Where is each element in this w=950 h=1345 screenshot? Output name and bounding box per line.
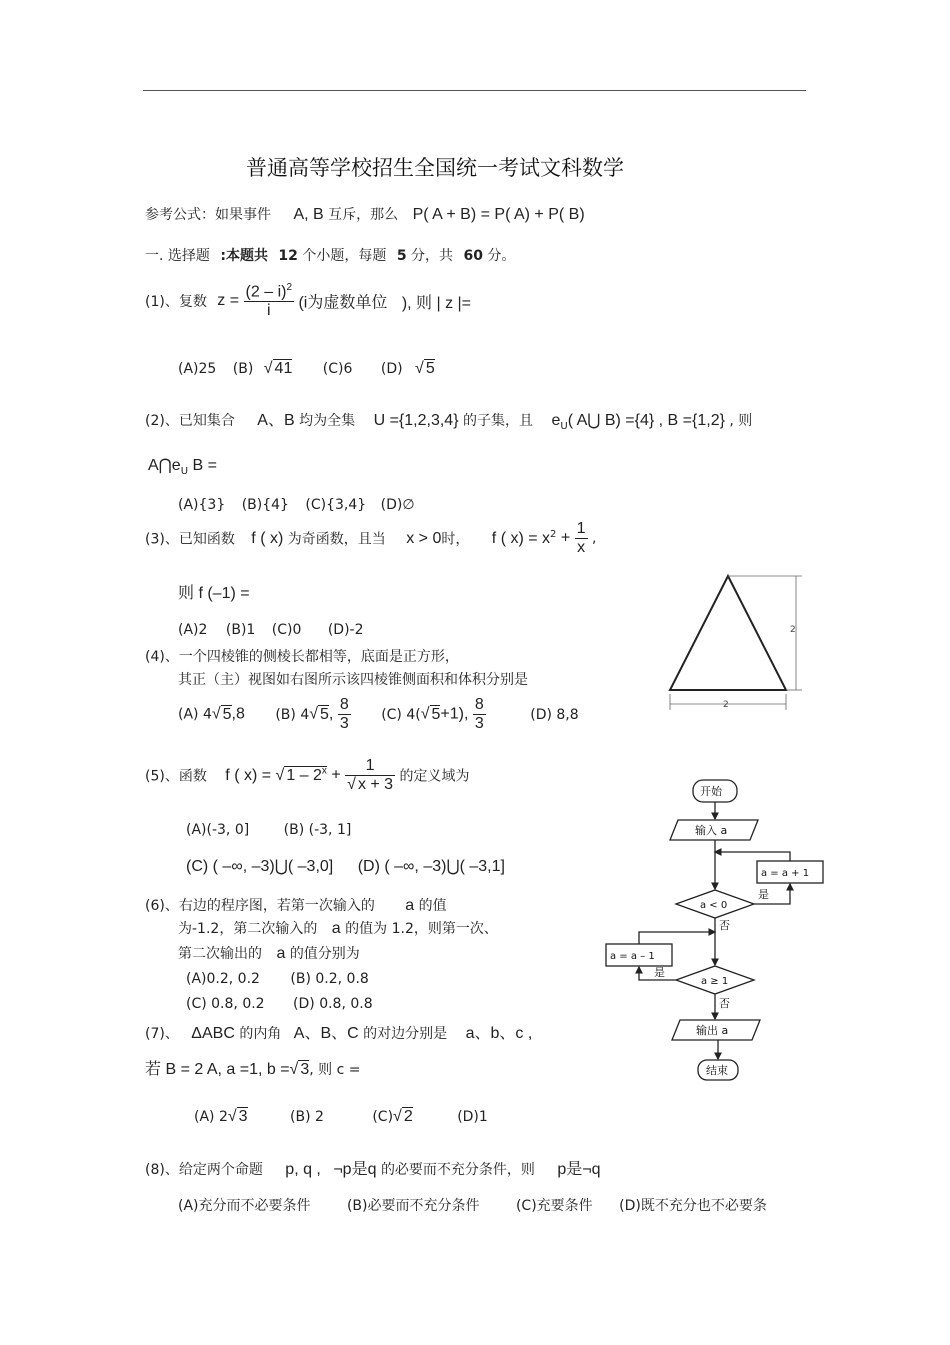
q5-option-b: (B) (-3, 1] bbox=[283, 822, 352, 838]
q2-t3: , 则 bbox=[729, 413, 753, 429]
q1-fraction bbox=[244, 282, 294, 320]
q6-l2c: 的值为 1.2，则第一次、 bbox=[345, 921, 498, 937]
q7-option-b: (B) 2 bbox=[290, 1109, 324, 1125]
q2-options bbox=[178, 497, 415, 513]
no2-label: 否 bbox=[719, 997, 730, 1010]
q8-option-a: (A)充分而不必要条件 bbox=[178, 1198, 311, 1214]
q4-line2: 其正（主）视图如右图所示该四棱锥侧面积和体积分别是 bbox=[178, 672, 528, 688]
q5-sup: x bbox=[321, 765, 327, 777]
q7-t2: 的对边分别是 bbox=[363, 1026, 448, 1042]
dec-label: a = a – 1 bbox=[610, 951, 655, 962]
q8-options bbox=[178, 1195, 767, 1215]
cond2-label: a ≥ 1 bbox=[701, 976, 729, 987]
q7-angles: A、B、C bbox=[293, 1025, 359, 1042]
q2-option-b: (B){4} bbox=[241, 497, 289, 513]
q4-option-c-tail: +1), bbox=[440, 705, 469, 723]
q4-option-a: (A) 4 bbox=[178, 706, 212, 723]
inc-label: a = a + 1 bbox=[761, 868, 810, 879]
q6-options-row1 bbox=[186, 971, 369, 987]
formula-lead: 参考公式：如果事件 bbox=[145, 207, 271, 223]
q2-expr2: ( A⋃ B) ={4} bbox=[567, 412, 655, 429]
question-5: (5)、函数 f ( x) = √ 1 – 2$^x$ + $\frac{1}{√ x + 3}$ 的定义域为 bbox=[145, 757, 470, 793]
q3-t1: 为奇函数，且当 bbox=[287, 531, 386, 548]
q4-options: (A) 4√ 5,8 (B) 4√ 5, $\frac{8}{3}$ (C) 4(√ 5+1), $\frac{8}{3}$ (D) 8,8 bbox=[178, 696, 579, 732]
q4-option-b-num: 8 bbox=[339, 696, 349, 713]
triangle-shape bbox=[670, 576, 786, 690]
q2-uset: ={1,2,3,4} bbox=[389, 412, 459, 429]
q7-option-d: (D)1 bbox=[457, 1109, 488, 1125]
q2-option-d: (D)∅ bbox=[380, 497, 415, 513]
q5-options-row2 bbox=[186, 856, 505, 876]
q2-t2: 的子集，且 bbox=[463, 413, 533, 429]
formula-mutual: 互斥，那么 bbox=[328, 207, 399, 223]
q1-tail: ), 则 | z |= bbox=[401, 294, 472, 312]
q2-expr: e bbox=[551, 412, 561, 429]
q2-sets: A、B bbox=[257, 412, 295, 429]
q7-triangle: ΔABC bbox=[191, 1025, 235, 1042]
end-label: 结束 bbox=[706, 1064, 728, 1077]
q8-option-d: (D)既不充分也不必要条 bbox=[619, 1198, 767, 1214]
section-a: 一. 选择题 bbox=[145, 248, 210, 264]
q5-tail: 的定义域为 bbox=[399, 768, 470, 785]
q6-line1 bbox=[145, 895, 447, 915]
q3-options bbox=[178, 622, 364, 638]
q6-option-b: (B) 0.2, 0.8 bbox=[290, 971, 369, 987]
width-label: 2 bbox=[723, 700, 729, 710]
q8-num: (8)、给定两个命题 bbox=[145, 1162, 263, 1178]
q4-option-d: (D) 8,8 bbox=[530, 706, 579, 723]
q2-option-c: (C){3,4} bbox=[305, 497, 367, 513]
q3-frac-num: 1 bbox=[576, 520, 586, 537]
q1-option-b: (B) bbox=[232, 361, 254, 377]
q4-option-c: (C) 4( bbox=[381, 706, 421, 723]
q6-l2b: a bbox=[331, 920, 341, 937]
q2-line2a: A⋂e bbox=[148, 457, 181, 474]
q5-fraction: $\frac{1}{√ x + 3}$ bbox=[347, 757, 394, 793]
front-view-figure bbox=[660, 568, 810, 718]
q3-fraction bbox=[575, 520, 588, 557]
q3-frac-den: x bbox=[577, 539, 586, 556]
q4-option-a-tail: ,8 bbox=[231, 705, 245, 723]
q2-t1: 均为全集 bbox=[299, 413, 356, 429]
q6-l1a: (6)、右边的程序图，若第一次输入的 bbox=[145, 898, 375, 914]
program-flowchart bbox=[600, 772, 840, 1092]
q8-pq: p, q , bbox=[285, 1161, 321, 1178]
q3-ask: 则 f (–1) = bbox=[178, 585, 250, 602]
q3-option-d: (D)-2 bbox=[327, 622, 364, 638]
input-label: 输入 a bbox=[695, 824, 728, 837]
q7-t1: 的内角 bbox=[239, 1026, 282, 1042]
q7-line2-text: 若 B = 2 A, a =1, b = bbox=[145, 1061, 290, 1078]
formula-line bbox=[145, 204, 585, 224]
q1-num: (1)、复数 bbox=[145, 294, 207, 311]
q3-option-a: (A)2 bbox=[178, 622, 208, 638]
formula-expr: P( A + B) = P( A) + P( B) bbox=[412, 206, 585, 223]
q5-fx: f ( x) = bbox=[225, 766, 272, 784]
question-3 bbox=[145, 520, 596, 557]
q6-l3a: 第二次输出的 bbox=[178, 946, 262, 962]
q2-line2 bbox=[148, 455, 217, 477]
q3-fx: f ( x) bbox=[251, 529, 284, 547]
page-title: 普通高等学校招生全国统一考试文科数学 bbox=[246, 156, 624, 180]
q7-num: (7)、 bbox=[145, 1026, 179, 1042]
q1-option-c: (C)6 bbox=[322, 361, 353, 377]
q1-options: (A)25 (B) √ 41 (C)6 (D) √ 5 bbox=[178, 360, 435, 377]
q5-frac-num: 1 bbox=[345, 757, 395, 776]
q8-np: ¬p是q bbox=[333, 1161, 377, 1178]
q5-num: (5)、函数 bbox=[145, 768, 207, 785]
q6-option-a: (A)0.2, 0.2 bbox=[186, 971, 260, 987]
q6-l2a: 为-1.2，第二次输入的 bbox=[178, 921, 318, 937]
section-score: 5 bbox=[396, 248, 407, 264]
question-8 bbox=[145, 1156, 601, 1179]
q5-plus: + bbox=[331, 766, 341, 784]
section-c: 个小题，每题 bbox=[302, 248, 387, 264]
q1-option-a: (A)25 bbox=[178, 361, 217, 377]
yes1-label: 是 bbox=[758, 888, 769, 901]
q3-t2: 时， bbox=[441, 531, 470, 548]
q5-options-row1 bbox=[186, 822, 351, 838]
q4-option-b-root: 5 bbox=[320, 705, 329, 723]
q1-option-b-value: 41 bbox=[274, 360, 293, 377]
q7-sides: a、b、c , bbox=[465, 1025, 533, 1042]
q2-line2sub: U bbox=[180, 465, 189, 477]
q3-num: (3)、已知函数 bbox=[145, 531, 235, 548]
q5-frac-den: x + 3 bbox=[357, 776, 394, 793]
section-heading bbox=[145, 245, 515, 265]
q6-l1c: 的值 bbox=[418, 898, 447, 914]
section-b: :本题共 bbox=[220, 248, 268, 264]
section-count: 12 bbox=[278, 248, 298, 264]
q8-option-c: (C)充要条件 bbox=[515, 1198, 593, 1214]
q4-option-a-root: 5 bbox=[222, 705, 232, 723]
cond1-label: a < 0 bbox=[700, 900, 728, 911]
section-d: 分，共 bbox=[411, 248, 454, 264]
q3-cond: x > 0 bbox=[406, 529, 442, 547]
q6-line2 bbox=[178, 918, 498, 938]
q4-option-b-comma: , bbox=[328, 705, 334, 723]
question-7 bbox=[145, 1020, 532, 1043]
q1-option-d-value: 5 bbox=[425, 360, 435, 377]
question-2 bbox=[145, 407, 752, 432]
q3-comma: , bbox=[592, 530, 597, 547]
q5-root: 1 – 2 bbox=[286, 767, 322, 785]
q3-option-c: (C)0 bbox=[271, 622, 302, 638]
q3-sup: 2 bbox=[550, 528, 557, 540]
q1-z: z = bbox=[217, 292, 240, 310]
q7-option-c: (C) bbox=[372, 1109, 394, 1125]
q2-option-a: (A){3} bbox=[178, 497, 226, 513]
start-label: 开始 bbox=[700, 785, 722, 798]
section-e: 分。 bbox=[487, 248, 516, 264]
top-rule bbox=[143, 90, 806, 91]
q7-line2b: , 则 c = bbox=[309, 1062, 361, 1078]
q2-bset: , B ={1,2} bbox=[658, 412, 725, 429]
output-label: 输出 a bbox=[696, 1024, 729, 1037]
q6-l1b: a bbox=[405, 897, 415, 914]
q7-line2: 若 B = 2 A, a =1, b =√ 3, 则 c = bbox=[145, 1061, 361, 1078]
yes2-label: 是 bbox=[654, 966, 665, 979]
q7-option-a-root: 3 bbox=[238, 1108, 248, 1125]
q4-line1: (4)、一个四棱锥的侧棱长都相等，底面是正方形， bbox=[145, 649, 459, 665]
q3-def: f ( x) = x bbox=[491, 529, 551, 547]
q7-options: (A) 2√ 3 (B) 2 (C)√ 2 (D)1 bbox=[194, 1108, 488, 1125]
q4-option-b-fraction bbox=[338, 696, 351, 733]
q2-num: (2)、已知集合 bbox=[145, 413, 235, 429]
q1-sup: 2 bbox=[286, 282, 293, 293]
q1-numerator: (2 – i) bbox=[245, 283, 287, 301]
q1-option-d: (D) bbox=[380, 361, 403, 377]
q4-option-b-den: 3 bbox=[339, 715, 349, 732]
q6-l3c: 的值分别为 bbox=[289, 946, 360, 962]
no1-label: 否 bbox=[719, 919, 730, 932]
q3-plus: + bbox=[560, 529, 571, 547]
q5-option-d: (D) ( –∞, –3)⋃( –3,1] bbox=[357, 858, 505, 875]
q6-l3b: a bbox=[276, 945, 286, 962]
q2-line2b: B = bbox=[188, 457, 217, 474]
formula-events: A, B bbox=[293, 206, 324, 223]
q4-option-c-root: 5 bbox=[431, 705, 441, 723]
q1-denominator: i bbox=[267, 302, 271, 320]
q4-option-c-num: 8 bbox=[474, 696, 484, 713]
q3-option-b: (B)1 bbox=[225, 622, 256, 638]
q8-option-b: (B)必要而不充分条件 bbox=[346, 1198, 480, 1214]
q6-options-row2 bbox=[186, 996, 373, 1012]
q6-option-c: (C) 0.8, 0.2 bbox=[186, 996, 265, 1012]
flow-inc-back bbox=[715, 852, 790, 861]
q5-option-c: (C) ( –∞, –3)⋃( –3,0] bbox=[186, 858, 334, 875]
q7-option-a: (A) 2 bbox=[194, 1109, 228, 1125]
q4-option-c-fraction bbox=[473, 696, 486, 733]
q4-option-b: (B) 4 bbox=[275, 706, 310, 723]
q5-option-a: (A)(-3, 0] bbox=[186, 822, 250, 838]
question-1 bbox=[145, 282, 471, 320]
q7-line2-root: 3 bbox=[300, 1061, 310, 1078]
section-total: 60 bbox=[463, 248, 483, 264]
q2-u: U bbox=[373, 412, 386, 429]
q8-t1: 的必要而不充分条件，则 bbox=[380, 1162, 535, 1178]
q1-note: (i为虚数单位 bbox=[298, 294, 388, 312]
q6-line3 bbox=[178, 943, 360, 963]
q2-expr-sub: U bbox=[560, 420, 568, 432]
flow-dec-back bbox=[639, 932, 715, 944]
height-label: 2 bbox=[790, 625, 796, 635]
q4-option-c-den: 3 bbox=[474, 715, 484, 732]
q8-conclusion: p是¬q bbox=[557, 1161, 601, 1178]
q7-option-c-root: 2 bbox=[403, 1108, 413, 1125]
q6-option-d: (D) 0.8, 0.8 bbox=[293, 996, 373, 1012]
